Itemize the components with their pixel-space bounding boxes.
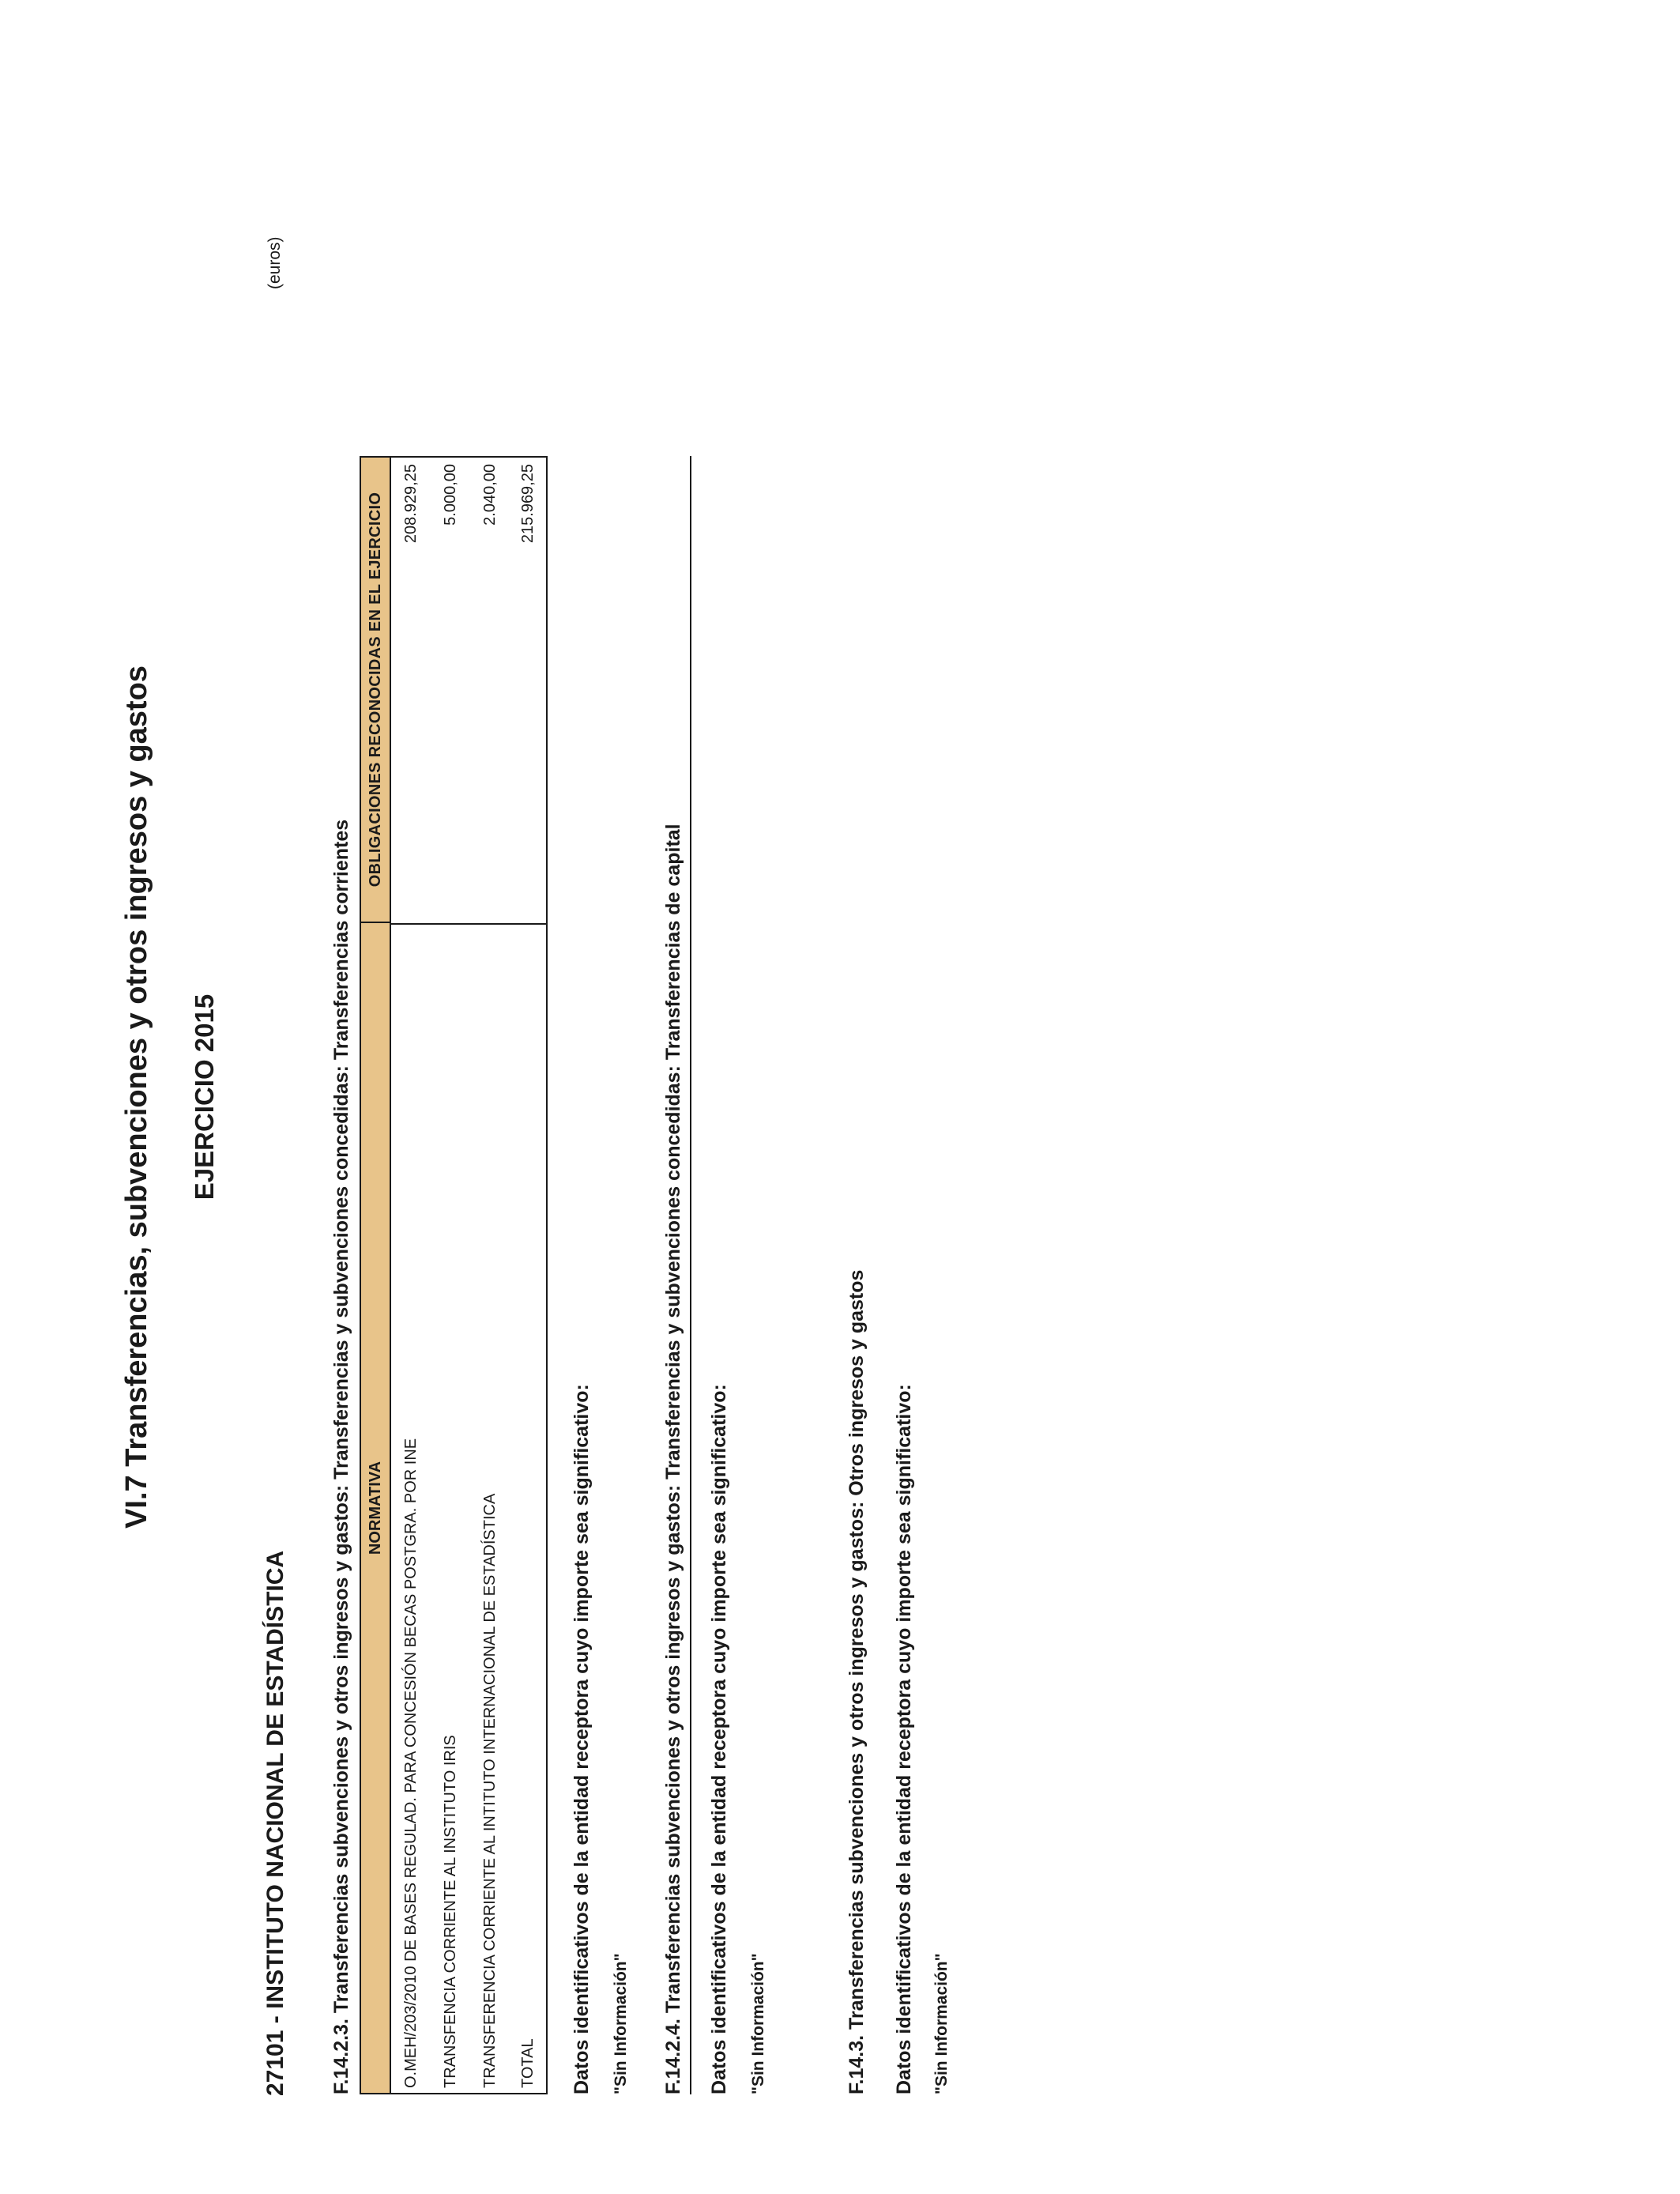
receptor-label-2: Datos identificativos de la entidad receptora cuyo importe sea significativo: bbox=[708, 1384, 730, 2094]
header-normativa: NORMATIVA bbox=[361, 922, 390, 2093]
section-title-capital-transfers: F.14.2.4. Transferencias subvenciones y otros ingresos y gastos: Transferencias y subvenciones concedidas: Transferencias de capital bbox=[662, 824, 684, 2094]
receptor-value-3: "Sin Información" bbox=[932, 1953, 951, 2094]
table-row-importe: 2.040,00 bbox=[480, 464, 499, 526]
normativa-column bbox=[391, 923, 546, 2093]
table-row-total-label: TOTAL bbox=[518, 2038, 537, 2088]
entity-title: 27101 - INSTITUTO NACIONAL DE ESTADÍSTICA bbox=[262, 1550, 288, 2096]
receptor-value-2: "Sin Información" bbox=[749, 1953, 767, 2094]
header-obligaciones: OBLIGACIONES RECONOCIDAS EN EL EJERCICIO bbox=[366, 492, 384, 888]
units-label: (euros) bbox=[266, 236, 284, 289]
table-row-importe: 208.929,25 bbox=[401, 464, 420, 544]
page-title: VI.7 Transferencias, subvenciones y otros ingresos y gastos bbox=[120, 665, 153, 1529]
table-header bbox=[361, 458, 391, 2093]
table-body bbox=[391, 458, 546, 2093]
receptor-label-3: Datos identificativos de la entidad receptora cuyo importe sea significativo: bbox=[893, 1384, 915, 2094]
transfers-table bbox=[360, 456, 548, 2094]
table-row-normativa: O.MEH/203/2010 DE BASES REGULAD. PARA CONCESIÓN BECAS POSTGRA. POR INE bbox=[401, 1438, 420, 2088]
section-divider bbox=[690, 456, 691, 2094]
table-row-normativa: TRANSFERENCIA CORRIENTE AL INTITUTO INTERNACIONAL DE ESTADÍSTICA bbox=[480, 1493, 499, 2088]
importe-column bbox=[391, 458, 546, 923]
receptor-value-1: "Sin Información" bbox=[612, 1953, 630, 2094]
fiscal-year: EJERCICIO 2015 bbox=[190, 993, 219, 1201]
section-title-current-transfers: F.14.2.3. Transferencias subvenciones y otros ingresos y gastos: Transferencias y subvenciones concedidas: Transferencias corrientes bbox=[330, 819, 352, 2094]
section-title-other-income-expenses: F.14.3. Transferencias subvenciones y otros ingresos y gastos: Otros ingresos y gastos bbox=[846, 1269, 868, 2094]
table-row-importe: 5.000,00 bbox=[441, 464, 459, 526]
receptor-label-1: Datos identificativos de la entidad receptora cuyo importe sea significativo: bbox=[571, 1384, 593, 2094]
table-row-total-value: 215.969,25 bbox=[518, 464, 537, 544]
table-row-normativa: TRANSFENCIA CORRIENTE AL INSTITUTO IRIS bbox=[441, 1735, 459, 2088]
